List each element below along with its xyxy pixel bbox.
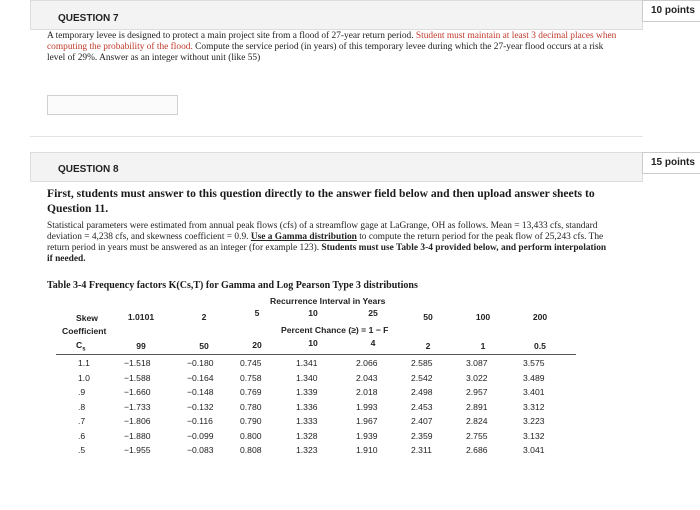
- question-7-points: 10 points: [642, 0, 700, 22]
- table-cell: 0.769: [240, 387, 262, 397]
- table-cell: 2.686: [466, 445, 488, 455]
- table-cell: 2.359: [411, 430, 433, 441]
- skew-value: 1.1: [78, 358, 90, 368]
- question-7-text-part2: Compute the service period (in years) of this temporary levee during which the 27-year flood occurs at a risk level of 29%. Answer as an integer without unit (like 55): [47, 42, 604, 63]
- cs-label: $C_s$: [76, 340, 86, 353]
- table-cell: 2.824: [466, 416, 488, 426]
- table-cell: 2.407: [411, 416, 433, 426]
- table-cell: −0.164: [187, 372, 214, 383]
- skew-value: .5: [78, 445, 86, 455]
- question-8-instruction: First, students must answer to this question directly to the answer field below and then upload answer sheets to Question 11.: [47, 187, 595, 215]
- percent-value: 0.5: [534, 341, 546, 351]
- table-cell: 1.340: [296, 372, 318, 383]
- question-divider: [30, 136, 643, 137]
- table-cell: 1.333: [296, 416, 318, 426]
- table-cell: 3.401: [523, 387, 545, 397]
- skew-value: .6: [78, 430, 86, 441]
- table-cell: 2.542: [411, 372, 433, 383]
- table-cell: 3.041: [523, 445, 545, 455]
- table-cell: 3.132: [523, 430, 545, 441]
- table-cell: 1.910: [356, 445, 378, 455]
- table-cell: 2.066: [356, 358, 378, 368]
- percent-chance-label: Percent Chance (≥) = 1 − F: [281, 325, 389, 335]
- table-cell: 3.575: [523, 358, 545, 368]
- question-8-body-underlined: Use a Gamma distribution: [250, 232, 357, 242]
- table-cell: −1.880: [124, 430, 151, 441]
- table-cell: −1.806: [124, 416, 151, 426]
- skew-value: .7: [78, 416, 86, 426]
- table-cell: 1.339: [296, 387, 318, 397]
- skew-label: Skew: [76, 313, 98, 323]
- table-cell: 3.223: [523, 416, 545, 426]
- question-8-body-part2: to compute the return period for the peak flow of 25,243 cfs. The return period in years must be answered as an integer (for example 123).: [47, 232, 604, 253]
- table-cell: −0.099: [187, 430, 214, 441]
- table-cell: 2.311: [411, 445, 432, 455]
- table-cell: −1.733: [124, 401, 151, 412]
- table-cell: 2.453: [411, 401, 433, 412]
- recurrence-interval-label: Recurrence Interval in Years: [270, 296, 386, 306]
- question-7-title: QUESTION 7: [58, 13, 119, 24]
- table-cell: 3.022: [466, 372, 488, 383]
- table-cell: 2.755: [466, 430, 488, 441]
- table-cell: −0.148: [187, 387, 214, 397]
- question-8-header: [30, 152, 643, 182]
- question-8-points: 15 points: [642, 152, 700, 174]
- recurrence-value: 100: [475, 312, 491, 322]
- table-cell: 1.328: [296, 430, 318, 441]
- recurrence-value: 1.0101: [127, 312, 155, 322]
- table-cell: 3.312: [523, 401, 545, 412]
- table-cell: −1.955: [124, 445, 151, 455]
- table-cell: −0.180: [187, 358, 214, 368]
- table-cell: 2.498: [411, 387, 433, 397]
- recurrence-value: 50: [423, 312, 433, 322]
- table-cell: 3.489: [523, 372, 545, 383]
- question-7-answer-input[interactable]: [47, 95, 178, 115]
- question-7-text-red: Student must maintain at least 3 decimal places when computing the probability of the flood.: [47, 31, 617, 52]
- table-cell: −1.518: [124, 358, 151, 368]
- table-cell: 0.780: [240, 401, 262, 412]
- question-8-body-bold: Students must use Table 3-4 provided below, and perform interpolation if needed.: [47, 243, 607, 264]
- recurrence-value: 5: [254, 308, 260, 318]
- table-cell: 0.745: [240, 358, 262, 368]
- table-cell: 1.323: [296, 445, 318, 455]
- percent-value: 10: [308, 338, 318, 348]
- table-cell: −0.132: [187, 401, 214, 412]
- table-cell: 0.800: [240, 430, 262, 441]
- percent-value: 4: [370, 338, 376, 348]
- percent-value: 50: [199, 341, 209, 351]
- skew-value: .9: [78, 387, 86, 397]
- question-8-title: QUESTION 8: [58, 164, 119, 175]
- recurrence-value: 200: [532, 312, 548, 322]
- percent-value: 2: [425, 341, 431, 351]
- question-7-text: [47, 31, 617, 64]
- table-cell: 0.808: [240, 445, 262, 455]
- question-8-body: [47, 221, 612, 265]
- percent-value: 99: [136, 341, 146, 351]
- table-cell: 1.336: [296, 401, 318, 412]
- table-cell: −1.588: [124, 372, 151, 383]
- table-cell: 1.939: [356, 430, 378, 441]
- table-header-rule: [56, 354, 576, 355]
- question-8-body-part1: Statistical parameters were estimated from annual peak flows (cfs) of a streamflow gage at LaGrange, OH as follows. Mean = 13,433 cfs, standard deviation = 4,238 cfs, and skewness coefficient = 0.9.: [47, 221, 598, 242]
- table-cell: 1.993: [356, 401, 378, 412]
- frequency-factor-table: [56, 296, 576, 466]
- recurrence-value: 10: [308, 308, 318, 318]
- table-cell: 0.758: [240, 372, 262, 383]
- table-cell: 0.790: [240, 416, 262, 426]
- question-7-text-part1: A temporary levee is designed to protect a main project site from a flood of 27-year return period.: [47, 31, 416, 41]
- table-cell: −1.660: [124, 387, 151, 397]
- table-cell: 2.585: [411, 358, 433, 368]
- table-cell: 2.891: [466, 401, 488, 412]
- table-caption: Table 3-4 Frequency factors K(Cs,T) for Gamma and Log Pearson Type 3 distributions: [47, 280, 418, 291]
- percent-value: 1: [480, 341, 486, 351]
- question-7-header: [30, 0, 643, 30]
- table-cell: 1.967: [356, 416, 378, 426]
- skew-value: .8: [78, 401, 86, 412]
- table-cell: −0.083: [187, 445, 214, 455]
- table-cell: 2.957: [466, 387, 488, 397]
- table-cell: 3.087: [466, 358, 488, 368]
- percent-value: 20: [252, 340, 262, 350]
- table-cell: 2.043: [356, 372, 378, 383]
- table-cell: −0.116: [187, 416, 213, 426]
- coefficient-label: Coefficient: [62, 326, 107, 336]
- recurrence-value: 2: [201, 312, 207, 322]
- table-cell: 2.018: [356, 387, 378, 397]
- skew-value: 1.0: [78, 372, 90, 383]
- recurrence-value: 25: [368, 308, 378, 318]
- table-cell: 1.341: [296, 358, 318, 368]
